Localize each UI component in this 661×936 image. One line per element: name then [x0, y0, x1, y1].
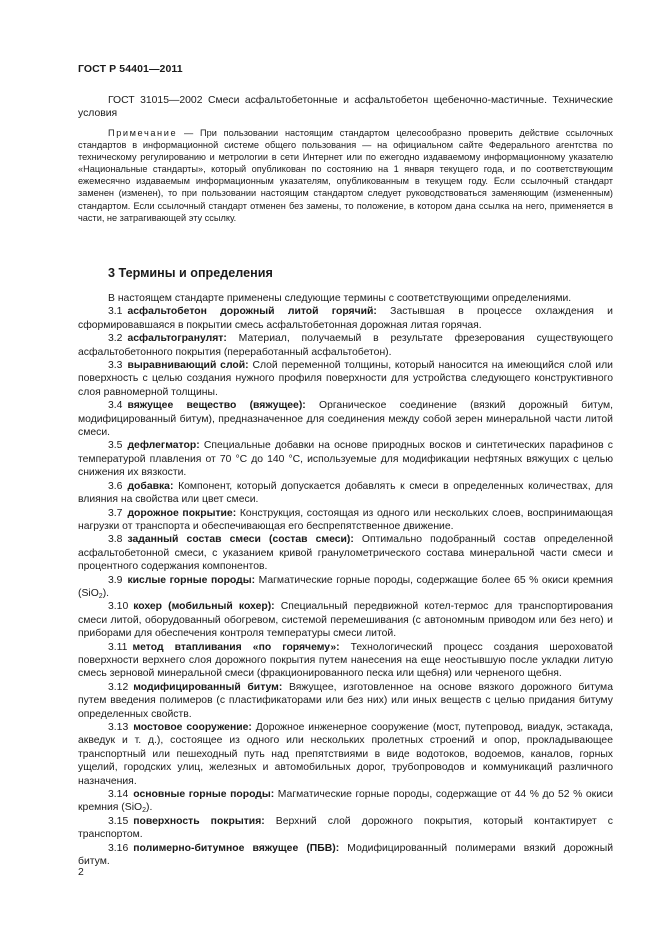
term-entry: [78, 815, 613, 842]
term-definition: Специальные добавки на основе природных восков и синтетических парафинов с температурой плавления от 70 °С до 140 °С, используемые для модификации нефтяных вяжущих с целью снижения их вязкости.: [78, 440, 613, 479]
term-name: полимерно-битумное вяжущее (ПБВ):: [133, 842, 340, 854]
term-number: 3.8: [108, 534, 123, 546]
term-name: кислые горные породы:: [127, 574, 256, 586]
subscript: 2: [98, 592, 103, 600]
term-entry: [78, 788, 613, 815]
term-name: метод втапливания «по горячему»:: [132, 641, 340, 653]
term-entry: [78, 332, 613, 359]
term-number: 3.6: [108, 480, 123, 492]
term-entry: [78, 480, 613, 507]
term-definition: Компонент, который допускается добавлять к смеси в определенных количествах, для влияния на свойства или цвет смеси.: [78, 480, 613, 506]
term-entry: [78, 359, 613, 399]
term-name: вяжущее вещество (вяжущее):: [127, 400, 306, 412]
standard-header: ГОСТ Р 54401—2011: [78, 63, 183, 75]
term-entry: [78, 600, 613, 640]
term-number: 3.3: [108, 360, 123, 372]
term-name: поверхность покрытия:: [133, 815, 265, 827]
terms-list: [78, 305, 613, 868]
note-text: — При пользовании настоящим стандартом целесообразно проверить действие ссылочных стандартов в информационной системе общего пользования — на официальном сайте Федерального агентства по техническому регулированию и метрологии в сети Интернет или по ежегодно издаваемому информационному указателю «Национальные стандарты», который опубликован по состоянию на 1 января текущего года, и по соответствующим ежемесячно издаваемым информационным указателям, опубликованным в текущем году. Если ссылочный стандарт заменен (изменен), то при пользовании настоящим стандартом следует руководствоваться заменяющим (измененным) стандартом. Если ссылочный стандарт отменен без замены, то положение, в котором дана ссылка на него, применяется в части, не затрагивающей эту ссылку.: [78, 128, 613, 223]
term-number: 3.5: [108, 440, 123, 452]
term-number: 3.11: [108, 641, 128, 653]
term-name: асфальтогранулят:: [127, 333, 227, 345]
term-number: 3.15: [108, 815, 129, 827]
term-definition: Вяжущее, изготовленное на основе вязкого дорожного битума путем введения полимеров (с пластификаторами или без них) или иных веществ с целью придания битуму определенных свойств.: [78, 681, 613, 720]
term-name: выравнивающий слой:: [127, 360, 249, 372]
term-entry: [78, 842, 613, 869]
page-number: 2: [78, 867, 84, 878]
subscript: 2: [142, 807, 146, 815]
term-definition: Специальный передвижной котел-термос для транспортирования смеси литой, оборудованный обогревом, системой перемешивания (с автономным приводом или без него) и приборами для обеспечения контроля температуры смеси литой.: [78, 601, 613, 640]
term-definition: Модифицированный полимерами вязкий дорожный битум.: [78, 842, 614, 868]
term-entry: [78, 399, 613, 439]
term-entry: [78, 721, 613, 788]
term-definition: Магматические горные породы, содержащие более 65 % окиси кремния (SiO: [78, 574, 613, 599]
term-name: модифицированный битум:: [133, 681, 283, 693]
terms-body: [78, 292, 613, 868]
term-definition: Верхний слой дорожного покрытия, который контактирует с транспортом.: [78, 815, 613, 841]
term-definition: Оптимально подобранный состав определенной асфальтобетонной смеси, с указанием кривой гранулометрического состава минеральной части смеси и процентного содержания компонентов.: [78, 534, 613, 573]
term-name: заданный состав смеси (состав смеси):: [127, 534, 354, 546]
term-name: мостовое сооружение:: [133, 722, 252, 733]
term-entry: [78, 574, 613, 601]
term-entry: [78, 641, 613, 681]
term-number: 3.2: [108, 333, 123, 345]
note-block: [78, 127, 613, 224]
term-entry: [78, 681, 613, 721]
term-definition: Магматические горные породы, содержащие от 44 % до 52 % окиси кремния (SiO: [78, 789, 614, 814]
normative-reference: [78, 94, 613, 121]
term-name: асфальтобетон дорожный литой горячий:: [127, 306, 377, 318]
term-name: основные горные породы:: [133, 789, 275, 801]
term-name: кохер (мобильный кохер):: [133, 601, 275, 613]
term-number: 3.4: [108, 400, 123, 412]
section-title: 3 Термины и определения: [108, 266, 273, 280]
term-definition: Материал, получаемый в результате фрезерования существующего асфальтобетонного покрытия (переработанный асфальтобетон).: [78, 333, 613, 358]
term-number: 3.10: [108, 601, 129, 613]
term-definition-end: ).: [146, 802, 153, 814]
reference-text: ГОСТ 31015—2002 Смеси асфальтобетонные и асфальтобетон щебеночно-мастичные. Технические условия: [78, 95, 613, 120]
term-entry: [78, 507, 613, 534]
term-number: 3.12: [108, 681, 129, 693]
term-definition-end: ).: [102, 587, 110, 599]
term-name: дорожное покрытие:: [127, 507, 237, 519]
term-definition: Органическое соединение (вязкий дорожный битум, модифицированный битум), предназначенное для соединения между собой зерен минеральной части литой смеси.: [78, 400, 613, 439]
term-number: 3.7: [108, 507, 123, 519]
term-definition: Слой переменной толщины, который наносится на имеющийся слой или поверхность с целью создания нужного профиля поверхности для устройства следующего конструктивного слоя равномерной толщины.: [78, 360, 613, 398]
term-definition: Дорожное инженерное сооружение (мост, путепровод, виадук, эстакада, акведук и т. д.), состоящее из одного или нескольких пролетных строений и опор, прокладывающее транспортный или пешеходный путь над препятствиями в виде водотоков, водоемов, каналов, горных ущелий, городских улиц, железных и автомобильных дорог, трубопроводов и коммуникаций различного назначения.: [78, 722, 613, 787]
term-definition: Технологический процесс создания шероховатой поверхности верхнего слоя дорожного покрытия путем нанесения на еще неостывшую после укладки литую смесь зерновой минеральной смеси (фракционированного песка или щебня) или черненого щебня.: [78, 641, 613, 680]
term-name: добавка:: [127, 480, 174, 492]
note-label: Примечание: [108, 128, 178, 138]
term-definition: Конструкция, состоящая из одного или нескольких слоев, воспринимающая нагрузки от транспорта и обеспечивающая его беспрепятственное движение.: [78, 507, 614, 532]
section-intro: В настоящем стандарте применены следующие термины с соответствующими определениями.: [108, 293, 572, 304]
term-number: 3.14: [108, 789, 129, 801]
term-number: 3.9: [108, 574, 123, 586]
term-entry: [78, 305, 613, 332]
term-entry: [78, 439, 613, 479]
term-definition: Застывшая в процессе охлаждения и сформировавшаяся в покрытии смесь асфальтобетонная дорожная литая горячая.: [78, 306, 613, 331]
term-number: 3.16: [108, 842, 129, 854]
term-name: дефлегматор:: [127, 440, 200, 452]
term-entry: [78, 533, 613, 573]
term-number: 3.1: [108, 306, 123, 318]
term-number: 3.13: [108, 722, 129, 733]
